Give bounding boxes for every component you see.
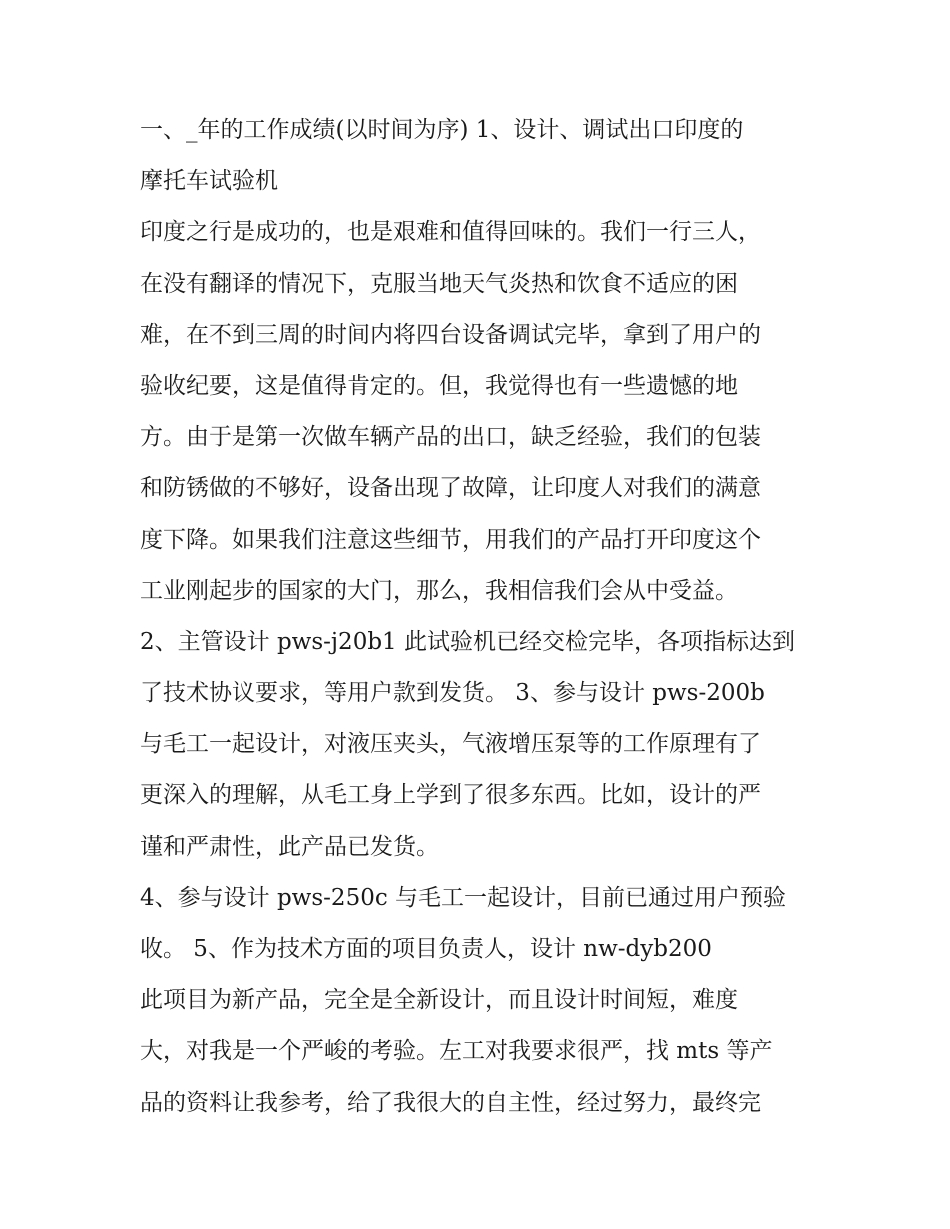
text-line: 品的资料让我参考，给了我很大的自主性，经过努力，最终完 <box>140 1089 761 1116</box>
text-line: 工业刚起步的国家的大门，那么，我相信我们会从中受益。 <box>140 577 738 604</box>
text-line: 和防锈做的不够好，设备出现了故障，让印度人对我们的满意 <box>140 475 761 502</box>
text-line: 了技术协议要求，等用户款到发货。 3、参与设计 pws-200b <box>140 680 765 707</box>
text-line: 验收纪要，这是值得肯定的。但，我觉得也有一些遗憾的地 <box>140 372 738 399</box>
text-line: 度下降。如果我们注意这些细节，用我们的产品打开印度这个 <box>140 526 761 553</box>
text-line: 4、参与设计 pws-250c 与毛工一起设计，目前已通过用户预验 <box>140 884 787 911</box>
text-line: 大，对我是一个严峻的考验。左工对我要求很严，找 mts 等产 <box>140 1038 773 1065</box>
text-line: 更深入的理解，从毛工身上学到了很多东西。比如，设计的严 <box>140 782 761 809</box>
text-line: 谨和严肃性，此产品已发货。 <box>140 833 439 860</box>
text-line: 摩托车试验机 <box>140 168 278 195</box>
text-line: 收。 5、作为技术方面的项目负责人，设计 nw-dyb200 <box>140 936 712 962</box>
text-line: 一、_年的工作成绩(以时间为序) 1、设计、调试出口印度的 <box>140 117 744 143</box>
text-line: 与毛工一起设计，对液压夹头，气液增压泵等的工作原理有了 <box>140 731 761 758</box>
text-line: 方。由于是第一次做车辆产品的出口，缺乏经验，我们的包装 <box>140 424 761 451</box>
text-line: 印度之行是成功的，也是艰难和值得回味的。我们一行三人， <box>140 219 761 246</box>
text-line: 难，在不到三周的时间内将四台设备调试完毕，拿到了用户的 <box>140 321 761 348</box>
text-line: 此项目为新产品，完全是全新设计，而且设计时间短，难度 <box>140 987 738 1014</box>
text-line: 在没有翻译的情况下，克服当地天气炎热和饮食不适应的困 <box>140 270 738 297</box>
text-line: 2、主管设计 pws-j20b1 此试验机已经交检完毕，各项指标达到 <box>140 628 795 655</box>
document-body <box>140 105 820 1129</box>
